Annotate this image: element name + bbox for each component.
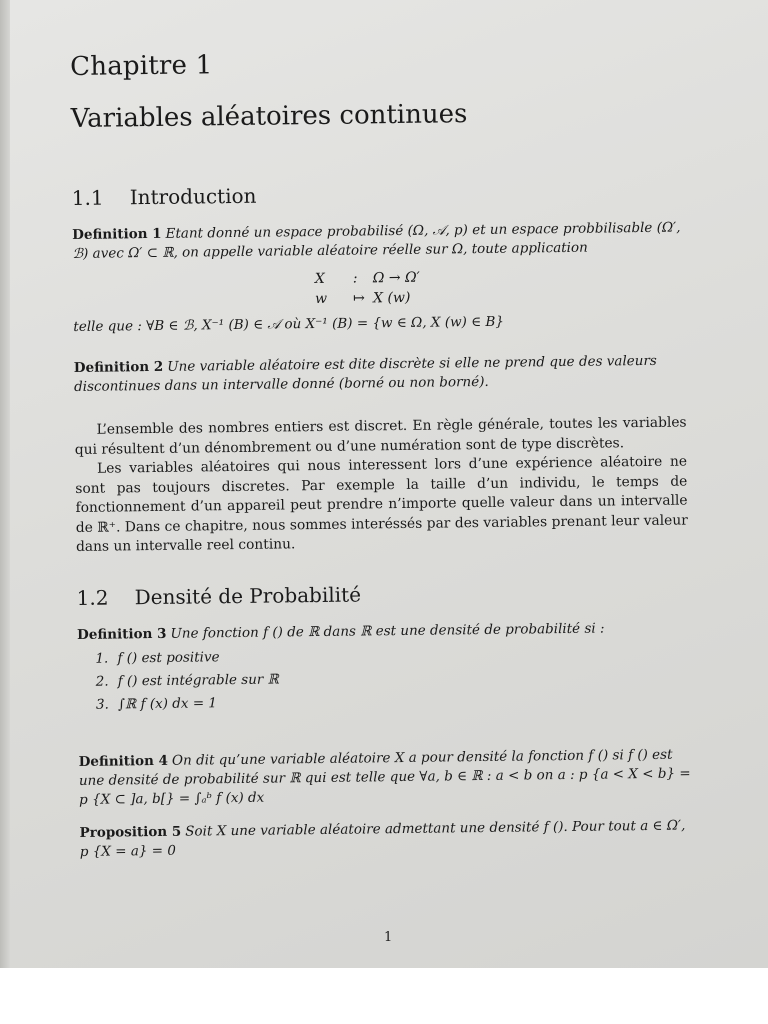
- item-text: ∫ℝ f (x) dx = 1: [117, 694, 218, 712]
- list-item: [95, 643, 689, 666]
- mapping-row-1: [315, 267, 685, 288]
- page-number: 1: [384, 930, 393, 945]
- item-number: 2.: [95, 673, 109, 690]
- map-arrow: ↦: [352, 290, 365, 307]
- list-item: [96, 689, 690, 712]
- map-symbol: X: [314, 270, 325, 288]
- definition-label: Definition 1: [72, 225, 162, 243]
- section-number: 1.2: [76, 585, 109, 610]
- definition-text: Une fonction f () de ℝ dans ℝ est une densité de probabilité si :: [170, 620, 605, 642]
- definition-label: Definition 2: [73, 358, 164, 376]
- definition-1-condition: telle que : ∀B ∈ ℬ, X⁻¹ (B) ∈ 𝒜 où X⁻¹ (B) = {w ∈ Ω, X (w) ∈ B}: [73, 313, 505, 335]
- definition-label: Definition 3: [77, 625, 167, 643]
- definition-2: [74, 352, 686, 397]
- map-element: w: [314, 290, 328, 308]
- definition-text: Etant donné un espace probabilisé (Ω, 𝒜, p) et un espace probbilisable (Ω′, ℬ) avec Ω′ ⊂ ℝ, on appelle variable aléatoire réelle sur Ω, toute application: [72, 219, 681, 262]
- proposition-label: Proposition 5: [79, 823, 182, 841]
- map-image: X (w): [372, 289, 411, 307]
- definition-text: On dit qu’une variable aléatoire X a pour densité la fonction f () si f () est une densité de probabilité sur ℝ qui est telle que ∀a, b ∈ ℝ : a < b on a : p {a < X < b} = p {X ⊂ ]a, b[} = ∫ₐᵇ f (x) dx: [78, 746, 691, 808]
- definition-1: [72, 219, 684, 264]
- paragraph-continuous: Les variables aléatoires qui nous interessent lors d’une expérience aléatoire ne sont pas toujours discretes. Par exemple la taille d’un individu, le temps de fonctionnement d’un appareil peut prendre n’importe quelle valeur dans un intervalle de ℝ⁺. Dans ce chapitre, nous sommes interéssés par des variables prenant leur valeur dans un intervalle reel continu.: [75, 453, 688, 555]
- item-number: 3.: [95, 696, 109, 713]
- definition-4: [79, 745, 692, 809]
- definition-text: Une variable aléatoire est dite discrète si elle ne prend que des valeurs discontinues dans un intervalle donné (borné ou non borné).: [73, 352, 657, 395]
- mapping-display: [73, 267, 685, 310]
- chapter-heading: Chapitre 1: [70, 50, 213, 82]
- item-text: f () est intégrable sur ℝ: [117, 670, 279, 689]
- sheet-shadow-edge: [0, 0, 10, 968]
- item-text: f () est positive: [117, 648, 220, 666]
- list-item: [96, 666, 690, 689]
- density-conditions-list: [95, 643, 690, 712]
- item-number: 1.: [95, 650, 109, 667]
- page-content: [70, 45, 692, 862]
- map-colon: :: [352, 270, 358, 287]
- proposition-5: [79, 816, 691, 861]
- mapping-row-2: [315, 287, 685, 308]
- definition-label: Definition 4: [78, 752, 169, 770]
- paragraph-discrete: L’ensemble des nombres entiers est discret. En règle générale, toutes les variables qui résultent d’un dénombrement ou d’une numération sont de type discrètes.: [74, 414, 687, 458]
- map-domain: Ω → Ω′: [372, 269, 420, 287]
- section-title: Densité de Probabilité: [134, 581, 362, 609]
- definition-3: [77, 618, 689, 644]
- chapter-title: Variables aléatoires continues: [70, 99, 468, 134]
- section-heading-density: [77, 578, 689, 609]
- proposition-text: Soit X une variable aléatoire admettant une densité f (). Pour tout a ∈ Ω′, p {X = a} = 0: [79, 817, 686, 860]
- section-heading-intro: [72, 179, 684, 210]
- section-number: 1.1: [71, 185, 104, 210]
- section-title: Introduction: [129, 183, 257, 210]
